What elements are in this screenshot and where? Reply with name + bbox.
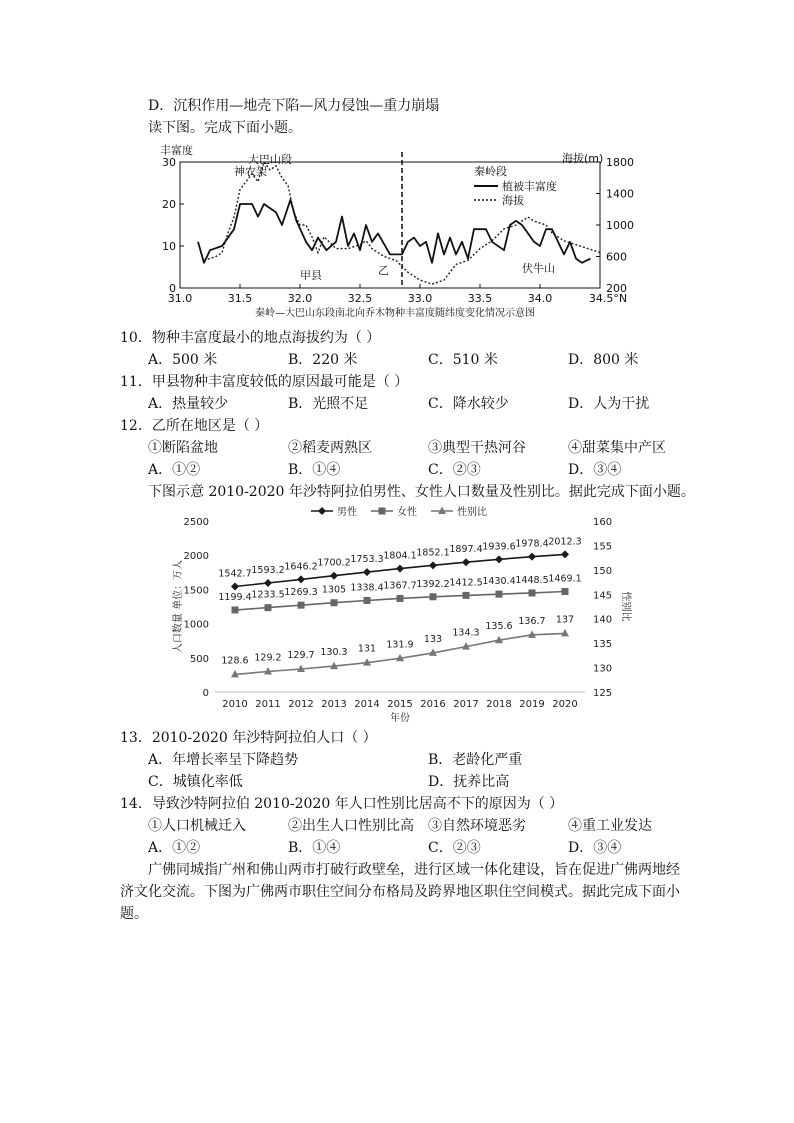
data-label: 1430.4 xyxy=(482,576,516,588)
fig1-left-axis-title: 丰富度 xyxy=(160,144,193,157)
female-point xyxy=(562,588,569,595)
q13-option-b: B．老龄化严重 xyxy=(428,752,523,768)
fig1-right-tick-label: 1800 xyxy=(606,156,634,169)
data-label: 129.7 xyxy=(287,650,315,662)
q12-option-a: A．①② xyxy=(148,462,201,478)
legend-marker xyxy=(379,508,386,515)
data-label: 1804.1 xyxy=(383,550,417,562)
label-qinling: 秦岭段 xyxy=(474,165,507,178)
fig2-x-tick-label: 2016 xyxy=(420,699,446,710)
q11-option-a: A．热量较少 xyxy=(148,396,229,412)
fig1-right-axis-title: 海拔(m) xyxy=(562,152,604,165)
question-10: 10．物种丰富度最小的地点海拔约为（ ） xyxy=(120,330,381,346)
fig1-caption: 秦岭—大巴山东段南北向乔木物种丰富度随纬度变化情况示意图 xyxy=(255,308,535,319)
legend-marker xyxy=(318,507,326,515)
fig1-x-tick-label: 34.0 xyxy=(527,292,553,305)
label-shennongjia: 神农架 xyxy=(234,165,267,178)
data-label: 1700.2 xyxy=(317,557,351,569)
fig2-x-tick-label: 2018 xyxy=(486,699,512,710)
fig1-x-tick-label: 32.0 xyxy=(287,292,313,305)
data-label: 1593.2 xyxy=(251,565,285,577)
female-point xyxy=(496,591,503,598)
data-label: 2012.3 xyxy=(548,536,582,548)
q11-option-b: B．光照不足 xyxy=(288,396,369,412)
fig2-right-tick-label: 135 xyxy=(593,639,613,651)
fig2-right-tick-label: 140 xyxy=(593,614,613,626)
data-label: 1897.4 xyxy=(449,544,483,556)
data-label: 1469.1 xyxy=(548,573,582,585)
data-label: 1412.5 xyxy=(449,577,483,589)
fig2-left-axis-title: 人口数量 单位：万人 xyxy=(173,559,184,654)
female-point xyxy=(463,592,470,599)
q14-option-d: D．③④ xyxy=(568,840,622,856)
q10-option-d: D．800 米 xyxy=(568,352,639,368)
female-point xyxy=(298,602,305,609)
q13-option-a: A．年增长率呈下降趋势 xyxy=(148,752,299,768)
intro-text-1: 读下图。完成下面小题。 xyxy=(148,120,302,136)
fig2-x-tick-label: 2020 xyxy=(552,699,578,710)
q12-item-3: ③典型干热河谷 xyxy=(428,440,526,456)
fig2-left-tick-label: 2500 xyxy=(183,517,209,528)
legend-label: 女性 xyxy=(397,507,417,518)
fig2-right-tick-label: 125 xyxy=(593,688,613,699)
q12-option-b: B．①④ xyxy=(288,462,341,478)
data-label: 1978.4 xyxy=(515,538,549,550)
legend-label: 男性 xyxy=(337,507,357,518)
fig2-legend xyxy=(311,505,487,518)
legend-label: 性别比 xyxy=(457,507,487,518)
q11-option-d: D．人为干扰 xyxy=(568,396,650,412)
data-label: 1269.3 xyxy=(284,587,318,599)
q10-option-c: C．510 米 xyxy=(428,352,498,368)
q14-option-a: A．①② xyxy=(148,840,201,856)
qinling-richness-chart xyxy=(150,142,640,320)
data-label: 129.2 xyxy=(254,652,282,664)
data-label: 1233.5 xyxy=(251,589,285,601)
male-point xyxy=(264,579,272,587)
label-funiushan: 伏牛山 xyxy=(522,262,555,275)
fig1-left-tick-label: 30 xyxy=(162,156,176,169)
fig2-left-tick-label: 1000 xyxy=(183,619,209,631)
data-label: 1542.7 xyxy=(218,568,252,580)
question-12: 12．乙所在地区是（ ） xyxy=(120,418,269,434)
data-label: 1305 xyxy=(321,584,347,596)
q14-option-c: C．②③ xyxy=(428,840,481,856)
fig1-right-tick-label: 600 xyxy=(606,250,627,264)
fig1-left-tick-label: 0 xyxy=(169,282,176,295)
male-point xyxy=(330,572,338,580)
fig1-x-tick-label: 33.0 xyxy=(407,292,433,305)
fig1-left-tick-label: 20 xyxy=(162,198,176,211)
q14-item-2: ②出生人口性别比高 xyxy=(288,818,414,834)
q10-option-a: A．500 米 xyxy=(148,352,218,368)
saudi-population-chart xyxy=(165,502,635,724)
fig1-x-tick-label: 31.0 xyxy=(167,292,193,305)
paragraph-line-1: 广佛同城指广州和佛山两市打破行政壁垒，进行区域一体化建设，旨在促进广佛两地经 xyxy=(148,862,680,878)
fig2-x-tick-label: 2011 xyxy=(255,699,281,710)
male-point xyxy=(528,553,536,561)
q11-option-c: C．降水较少 xyxy=(428,396,509,412)
male-point xyxy=(363,568,371,576)
data-label: 1199.4 xyxy=(218,591,252,603)
fig2-x-tick-label: 2019 xyxy=(519,699,545,710)
fig2-left-tick-label: 1500 xyxy=(183,585,209,597)
q12-item-1: ①断陷盆地 xyxy=(148,440,218,456)
data-label: 134.3 xyxy=(452,627,480,639)
ratio-point xyxy=(561,629,569,637)
data-label: 1939.6 xyxy=(482,541,516,553)
fig2-x-tick-label: 2013 xyxy=(321,699,347,710)
female-point xyxy=(364,597,371,604)
fig2-x-tick-label: 2012 xyxy=(288,699,314,710)
data-label: 128.6 xyxy=(221,655,249,667)
fig2-series xyxy=(218,536,581,677)
data-label: 1852.1 xyxy=(416,547,450,559)
fig1-x-tick-label: 34.5°N xyxy=(588,292,628,305)
data-label: 137 xyxy=(555,614,575,626)
fig2-x-tick-label: 2017 xyxy=(453,699,479,710)
male-point xyxy=(561,550,569,558)
female-point xyxy=(529,589,536,596)
fig2-x-tick-label: 2015 xyxy=(387,699,413,710)
data-label: 1646.2 xyxy=(284,561,318,573)
label-jiaxian: 甲县 xyxy=(300,269,322,282)
fig2-x-tick-label: 2014 xyxy=(354,699,380,710)
option-d-previous: D．沉积作用—地壳下陷—风力侵蚀—重力崩塌 xyxy=(148,98,440,114)
data-label: 1338.4 xyxy=(350,582,384,594)
fig2-right-tick-label: 155 xyxy=(593,541,613,553)
q12-option-d: D．③④ xyxy=(568,462,622,478)
male-point xyxy=(462,558,470,566)
data-label: 1392.2 xyxy=(416,578,450,590)
female-point xyxy=(397,595,404,602)
q14-option-b: B．①④ xyxy=(288,840,341,856)
label-dabashan: 大巴山段 xyxy=(248,153,292,166)
q12-item-2: ②稻麦两熟区 xyxy=(288,440,372,456)
female-point xyxy=(331,599,338,606)
fig2-right-tick-label: 150 xyxy=(593,565,613,577)
q12-item-4: ④甜菜集中产区 xyxy=(568,440,666,456)
fig1-right-tick-label: 1400 xyxy=(606,187,634,201)
data-label: 136.7 xyxy=(518,615,546,627)
male-point xyxy=(297,575,305,583)
fig2-left-tick-label: 2000 xyxy=(183,551,209,563)
q14-item-4: ④重工业发达 xyxy=(568,818,652,834)
female-point xyxy=(265,604,272,611)
label-yi: 乙 xyxy=(378,264,389,277)
data-label: 131.9 xyxy=(386,639,414,651)
intro-text-2: 下图示意 2010-2020 年沙特阿拉伯男性、女性人口数量及性别比。据此完成下面小题。 xyxy=(148,484,695,500)
question-13: 13．2010-2020 年沙特阿拉伯人口（ ） xyxy=(120,730,377,746)
fig2-x-tick-label: 2010 xyxy=(222,699,248,710)
fig1-x-tick-label: 32.5 xyxy=(347,292,373,305)
fig2-right-tick-label: 130 xyxy=(593,663,613,675)
q12-option-c: C．②③ xyxy=(428,462,481,478)
paragraph-line-2: 济文化交流。下图为广佛两市职住空间分布格局及跨界地区职住空间模式。据此完成下面小 xyxy=(120,884,680,900)
fig2-right-tick-label: 160 xyxy=(593,517,613,528)
q10-option-b: B．220 米 xyxy=(288,352,358,368)
fig1-left-tick-label: 10 xyxy=(162,240,176,253)
data-label: 130.3 xyxy=(320,647,348,659)
data-label: 1753.3 xyxy=(350,554,384,566)
q13-option-c: C．城镇化率低 xyxy=(148,774,243,790)
fig2-left-tick-label: 0 xyxy=(202,688,209,699)
data-label: 131 xyxy=(357,643,377,655)
fig2-right-tick-label: 145 xyxy=(593,590,613,602)
fig1-annotations xyxy=(234,152,557,319)
male-point xyxy=(495,555,503,563)
fig2-left-tick-label: 500 xyxy=(189,653,209,665)
q14-item-3: ③自然环境恶劣 xyxy=(428,818,526,834)
fig1-right-tick-label: 1000 xyxy=(606,219,634,232)
male-point xyxy=(396,565,404,573)
fig2-x-axis-title: 年份 xyxy=(390,713,410,724)
legend-elevation-label: 海拔 xyxy=(502,194,524,207)
fig1-x-tick-label: 33.5 xyxy=(467,292,493,305)
data-label: 1448.5 xyxy=(515,574,549,586)
female-point xyxy=(430,593,437,600)
male-point xyxy=(429,561,437,569)
richness-line xyxy=(198,200,590,263)
q14-item-1: ①人口机械迁入 xyxy=(148,818,246,834)
data-label: 135.6 xyxy=(485,621,513,633)
q13-option-d: D．抚养比高 xyxy=(428,774,510,790)
paragraph-line-3: 题。 xyxy=(120,906,148,922)
question-11: 11．甲县物种丰富度较低的原因最可能是（ ） xyxy=(120,374,409,390)
fig1-x-tick-label: 31.5 xyxy=(227,292,253,305)
female-point xyxy=(232,606,239,613)
richness-series xyxy=(198,200,590,263)
data-label: 1367.7 xyxy=(383,580,417,592)
question-14: 14．导致沙特阿拉伯 2010-2020 年人口性别比居高不下的原因为（ ） xyxy=(120,796,564,812)
fig2-right-axis-title: 性别比 xyxy=(620,591,631,622)
data-label: 133 xyxy=(423,633,443,645)
male-point xyxy=(231,582,239,590)
fig1-right-tick-label: 200 xyxy=(606,282,627,295)
legend-richness-label: 植被丰富度 xyxy=(502,180,557,193)
